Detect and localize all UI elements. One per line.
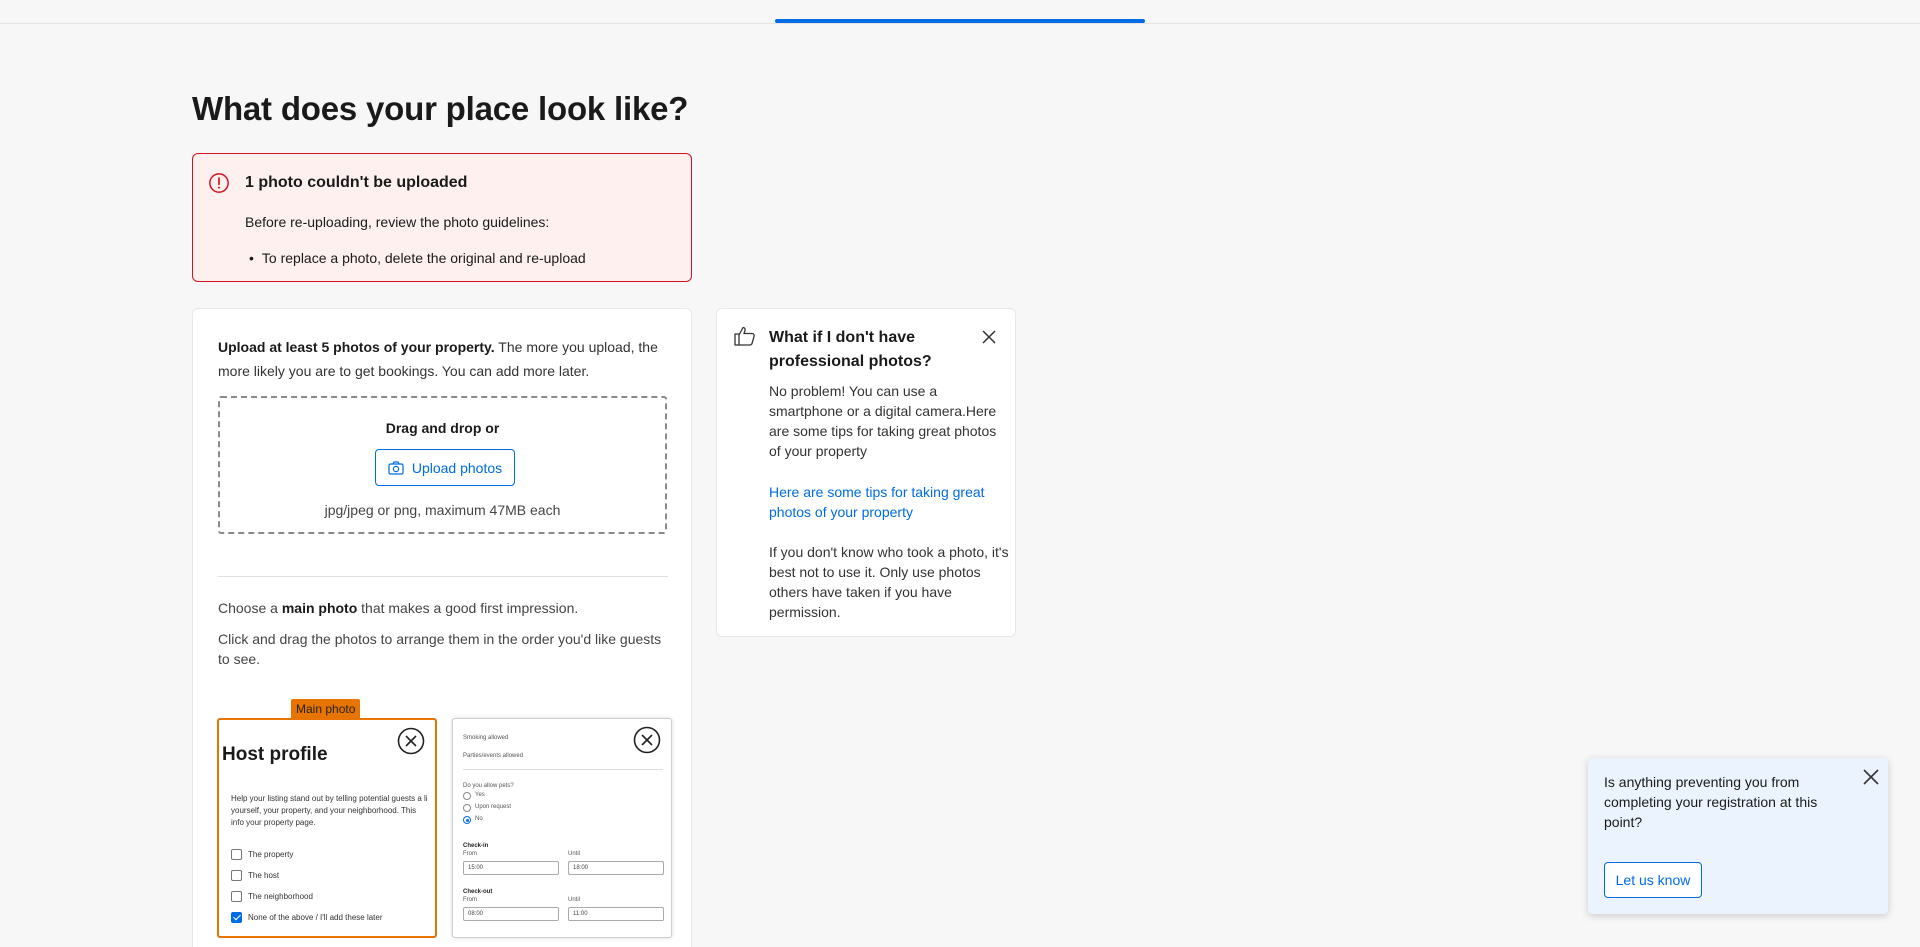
upload-photos-button[interactable] xyxy=(375,449,515,486)
divider xyxy=(218,576,668,577)
upload-error-alert xyxy=(192,153,692,282)
host-option-label: The host xyxy=(248,871,280,880)
checkout-from-label: From xyxy=(463,897,477,903)
photo-tips-link[interactable]: Here are some tips for taking great photos of your property xyxy=(769,484,985,520)
checkbox-checked-icon xyxy=(231,912,242,923)
checkout-until-select: 11:00 xyxy=(568,907,664,921)
checkin-from-select: 15:00 xyxy=(463,861,559,875)
checkout-until-label: Until xyxy=(568,897,581,903)
checkbox-icon xyxy=(231,891,242,902)
photo-dropzone[interactable] xyxy=(218,396,667,534)
upload-photos-label: Upload photos xyxy=(411,459,503,476)
checkin-until-label: Until xyxy=(568,851,581,857)
tips-paragraph: No problem! You can use a smartphone or a digital camera.Here are some tips for taking great photos of your property xyxy=(769,383,997,459)
checkout-from-select: 08:00 xyxy=(463,907,559,921)
host-option-label: The property xyxy=(248,850,294,859)
photo-upload-card xyxy=(192,308,692,947)
rule-parties: Parties/events allowed xyxy=(463,753,524,759)
checkin-from-label: From xyxy=(463,851,477,857)
remove-photo-button[interactable] xyxy=(397,727,425,755)
close-icon[interactable] xyxy=(1862,768,1880,786)
remove-photo-button[interactable] xyxy=(633,726,661,754)
file-format-note: jpg/jpeg or png, maximum 47MB each xyxy=(324,502,561,518)
upload-intro xyxy=(218,335,673,383)
feedback-question: Is anything preventing you from completing your registration at this point? xyxy=(1604,774,1818,830)
thumbs-up-icon xyxy=(733,324,757,348)
choose-pre: Choose a xyxy=(218,600,282,616)
arrange-instructions: Click and drag the photos to arrange them in the order you'd like guests to see. xyxy=(218,631,662,667)
upload-intro-rest: The more you upload, the more likely you are to get bookings. You can add more later. xyxy=(218,339,658,379)
checkin-label: Check-in xyxy=(463,843,489,849)
main-photo-badge: Main photo xyxy=(291,699,360,719)
active-step-indicator xyxy=(775,19,1145,23)
feedback-popup xyxy=(1588,758,1888,914)
photo-thumbnail[interactable] xyxy=(452,718,672,938)
checkin-until-select: 18:00 xyxy=(568,861,664,875)
error-text: Before re-uploading, review the photo guidelines: xyxy=(245,214,550,230)
camera-icon xyxy=(388,461,404,475)
checkbox-icon xyxy=(231,849,242,860)
checkout-label: Check-out xyxy=(463,889,493,895)
mini-divider xyxy=(463,769,663,770)
page-title: What does your place look like? xyxy=(192,90,689,127)
tips-paragraph: If you don't know who took a photo, it's best not to use it. Only use photos others have taken if you have permission. xyxy=(769,544,1009,620)
photo-thumbnail-main[interactable] xyxy=(217,718,437,938)
error-bullet: • To replace a photo, delete the original and re-upload xyxy=(249,250,586,266)
checkbox-icon xyxy=(231,870,242,881)
host-option xyxy=(231,844,383,865)
radio-icon xyxy=(463,804,471,812)
upload-intro-bold: Upload at least 5 photos of your property. xyxy=(218,339,495,355)
host-profile-options xyxy=(231,844,383,928)
choose-main-photo-text xyxy=(218,600,578,616)
host-profile-title: Host profile xyxy=(222,744,328,765)
rule-smoking: Smoking allowed xyxy=(463,735,509,741)
host-option-label: The neighborhood xyxy=(248,892,313,901)
host-option xyxy=(231,865,383,886)
photo-tips-card xyxy=(716,308,1016,637)
tips-title: What if I don't have professional photos? xyxy=(769,329,932,370)
progress-header xyxy=(0,0,1920,24)
error-title: 1 photo couldn't be uploaded xyxy=(245,174,468,191)
radio-selected-icon xyxy=(463,816,471,824)
host-option-label: None of the above / I'll add these later xyxy=(248,913,383,922)
close-icon[interactable] xyxy=(981,329,997,345)
choose-bold: main photo xyxy=(281,600,358,616)
choose-post: that makes a good first impression. xyxy=(357,600,579,616)
pets-opt: No xyxy=(475,816,483,822)
radio-icon xyxy=(463,792,471,800)
dropzone-title: Drag and drop or xyxy=(385,420,500,436)
pets-opt: Yes xyxy=(475,792,485,798)
host-option xyxy=(231,907,383,928)
alert-circle-icon xyxy=(208,172,230,194)
pets-opt: Upon request xyxy=(475,804,512,810)
pets-question: Do you allow pets? xyxy=(463,783,514,789)
let-us-know-button[interactable]: Let us know xyxy=(1604,862,1702,898)
host-option xyxy=(231,886,383,907)
host-profile-desc: Help your listing stand out by telling potential guests a li yourself, your property, and your neighborhood. This info your property page. xyxy=(231,794,428,827)
